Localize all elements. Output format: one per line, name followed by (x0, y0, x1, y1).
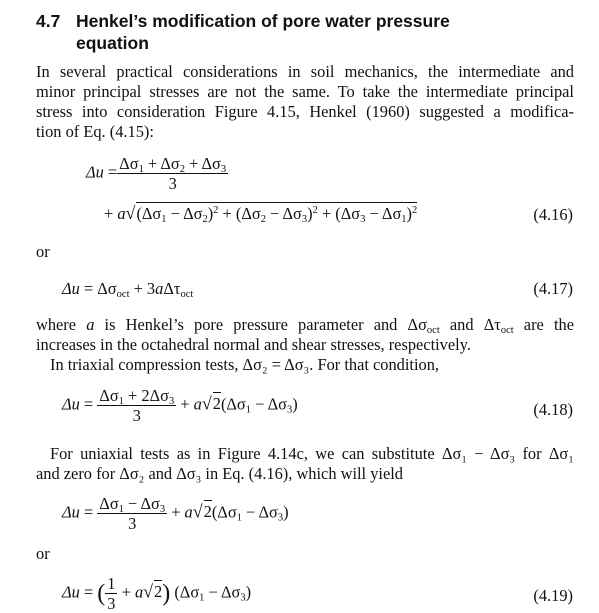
equation-4-18: Δu = $\frac{\Delta\sigma_1 + 2\Delta\sigma_3}{3}$ + $a√2(\Delta\sigma_1 - \Delta\sigma_3)$ (62, 386, 298, 425)
henkel-line: In triaxial compression tests, Δσ₂ = Δσ₃. For that condition, (50, 355, 440, 374)
intro-line: In several practical considerations in soil mechanics, the intermediate and (36, 62, 574, 81)
equation-uniaxial: Δu = $\frac{\Delta\sigma_1 - \Delta\sigma_3}{3}$ + $a√2(\Delta\sigma_1 - \Delta\sigma_3)$ (62, 494, 289, 533)
section-title-line1: Henkel’s modification of pore water pressure (76, 11, 450, 31)
equation-number-4-16: (4.16) (533, 205, 573, 224)
uniaxial-line: For uniaxial tests as in Figure 4.14c, we can substitute Δσ₁ − Δσ₃ for Δσ₁ (50, 444, 574, 463)
henkel-line: increases in the octahedral normal and shear stresses, respectively. (36, 335, 471, 354)
intro-paragraph (36, 62, 574, 142)
equation-4-17: $\Delta u = \Delta\sigma_{oct} + 3a\Delta\tau_{oct}$ (62, 279, 194, 300)
uniaxial-paragraph (36, 444, 574, 484)
section-number: 4.7 (36, 11, 61, 31)
intro-line: stress into consideration Figure 4.15, Henkel (1960) suggested a modifica- (36, 102, 574, 121)
or-connector: or (36, 242, 50, 261)
section-heading (36, 10, 576, 54)
equation-4-16-line1: Δu = $\frac{\Delta\sigma_1 + \Delta\sigma_2 + \Delta\sigma_3}{3}$ (86, 154, 227, 193)
intro-line: tion of Eq. (4.15): (36, 122, 154, 141)
equation-4-16-line2: + $a√(\Delta\sigma_1 - \Delta\sigma_2)^2 + (\Delta\sigma_2 - \Delta\sigma_3)^2 + (\Delta\sigma_3 - \Delta\sigma_1)^2$ (104, 203, 418, 225)
or-connector: or (36, 544, 50, 563)
equation-number-4-18: (4.18) (533, 400, 573, 419)
intro-line: minor principal stresses are not the same. To take the intermediate principal (36, 82, 574, 101)
uniaxial-line: and zero for Δσ₂ and Δσ₃ in Eq. (4.16), which will yield (36, 464, 403, 483)
equation-4-19: Δu = ( $\frac{1}{3}$ + a√2) $(\Delta\sigma_1 - \Delta\sigma_3)$ (62, 574, 252, 613)
henkel-paragraph (36, 315, 574, 375)
section-title-line2: equation (76, 33, 149, 53)
equation-number-4-17: (4.17) (533, 279, 573, 298)
henkel-line: where a is Henkel’s pore pressure parameter and $\Delta\sigma_{oct}$ and $\Delta\tau_{oct}$ are the (36, 315, 574, 336)
equation-number-4-19: (4.19) (533, 586, 573, 605)
